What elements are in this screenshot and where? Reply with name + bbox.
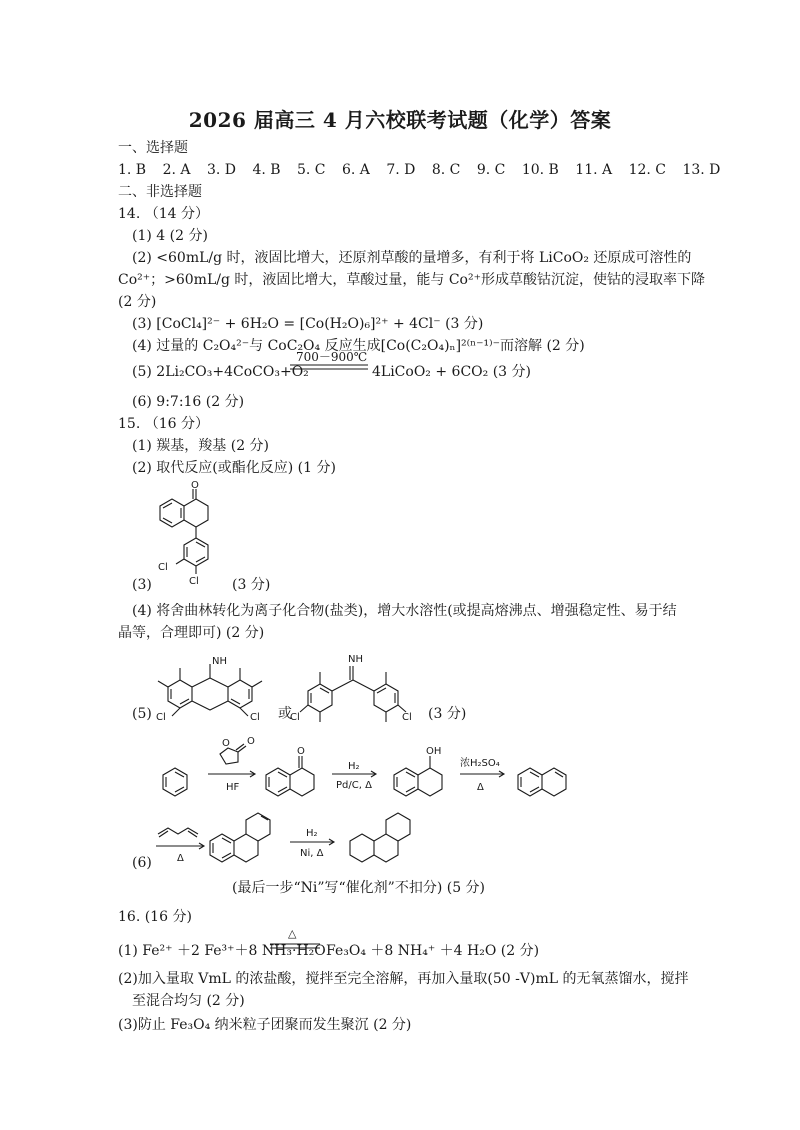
- imine-label: NH: [348, 654, 363, 665]
- q15-answer-4-line1: (4) 将舍曲林转化为离子化合物(盐类)，增大水溶性(或提高熔沸点、增强稳定性、易于结: [132, 603, 677, 619]
- mcq-answer: 8. C: [431, 162, 461, 178]
- q14-answer-6: (6) 9:7:16 (2 分): [132, 394, 245, 410]
- sulfuric-acid-label: 浓H₂SO₄: [460, 758, 500, 769]
- q16-answer-3: (3)防止 Fe₃O₄ 纳米粒子团聚而发生聚沉 (2 分): [118, 1017, 412, 1033]
- pd-catalyst-label: Pd/C, Δ: [336, 780, 372, 791]
- q15-answer-3-number: (3): [132, 577, 152, 593]
- q15-answer-3-score: (3 分): [232, 577, 271, 593]
- q14-answer-2-line2: Co²⁺；>60mL/g 时，液固比增大，草酸过量，能与 Co²⁺形成草酸钴沉淀，使钴的浸取率下降: [118, 272, 705, 288]
- mcq-answer: 4. B: [252, 162, 281, 178]
- q15-answer-5-number: (5): [132, 706, 152, 722]
- chlorine-label: Cl: [189, 576, 199, 587]
- nickel-catalyst-label: Ni, Δ: [300, 848, 324, 859]
- q14-answer-2-line1: (2) <60mL/g 时，液固比增大，还原剂草酸的量增多，有利于将 LiCoO₂ 还原成可溶性的: [132, 250, 692, 266]
- q14-answer-2-line3: (2 分): [118, 294, 157, 310]
- equation-double-line: [270, 943, 322, 951]
- q14-header: 14. （14 分）: [118, 206, 209, 222]
- chlorine-label: Cl: [250, 712, 260, 723]
- q14-answer-5-condition: 700－900℃: [296, 350, 368, 364]
- q15-answer-6-number: (6): [132, 855, 152, 871]
- structure-dichlorophenyl-tetralone: [150, 478, 220, 590]
- page-title: 2026 届高三 4 月六校联考试题（化学）答案: [188, 108, 612, 132]
- chlorine-label: Cl: [290, 712, 300, 723]
- mcq-answer: 1. B: [118, 162, 147, 178]
- structure-acridine-imine: [150, 650, 280, 726]
- q15-answer-2: (2) 取代反应(或酯化反应) (1 分): [132, 460, 336, 476]
- heat-label: Δ: [477, 782, 484, 793]
- section2-heading: 二、非选择题: [118, 184, 202, 200]
- q14-answer-5-right: 4LiCoO₂ + 6CO₂ (3 分): [372, 364, 531, 380]
- oxygen-label: O: [191, 480, 199, 491]
- q14-answer-5-left: (5) 2Li₂CO₃+4CoCO₃+O₂: [132, 364, 309, 380]
- mcq-answer: 13. D: [682, 162, 721, 178]
- q14-answer-1: (1) 4 (2 分): [132, 228, 208, 244]
- section1-heading: 一、选择题: [118, 140, 188, 156]
- mcq-answer: 3. D: [206, 162, 236, 178]
- q16-answer-1-condition: △: [288, 927, 297, 940]
- hf-reagent-label: HF: [226, 782, 240, 793]
- perhydrophenanthrene-structure: [350, 834, 374, 862]
- mcq-answer: 7. D: [386, 162, 416, 178]
- q16-answer-2-line2: 至混合均匀 (2 分): [132, 993, 245, 1009]
- hydrogen-reagent-label: H₂: [306, 828, 318, 839]
- q14-answer-3: (3) [CoCl₄]²⁻ + 6H₂O = [Co(H₂O)₆]²⁺ + 4Cl⁻ (3 分): [132, 316, 484, 332]
- mcq-answer-row: [118, 159, 732, 181]
- q15-answer-5-or: 或: [278, 706, 292, 722]
- oxygen-label: O: [222, 738, 230, 749]
- q15-answer-1: (1) 羰基，羧基 (2 分): [132, 438, 270, 454]
- butyrolactone-structure: [220, 748, 238, 764]
- heat-label: Δ: [177, 853, 184, 864]
- synthesis-scheme-row2: [150, 804, 430, 880]
- hydroxyl-label: OH: [426, 746, 442, 757]
- mcq-answer: 9. C: [476, 162, 506, 178]
- q16-header: 16. (16 分): [118, 909, 192, 925]
- q15-answer-5-score: (3 分): [428, 706, 467, 722]
- mcq-answer: 6. A: [341, 162, 370, 178]
- q16-answer-1-right: Fe₃O₄ ＋8 NH₄⁺ ＋4 H₂O (2 分): [326, 943, 540, 959]
- oxygen-label: O: [297, 746, 305, 757]
- imine-label: NH: [212, 656, 227, 667]
- hydrogen-reagent-label: H₂: [348, 761, 360, 772]
- chlorine-label: Cl: [402, 712, 412, 723]
- q16-answer-2-line1: (2)加入量取 VmL 的浓盐酸，搅拌至完全溶解，再加入量取(50 -V)mL 的无氧蒸馏水，搅拌: [118, 971, 689, 987]
- mcq-answer: 11. A: [575, 162, 613, 178]
- oxygen-label: O: [247, 736, 255, 747]
- q15-answer-4-line2: 晶等，合理即可) (2 分): [118, 625, 265, 641]
- mcq-answer: 10. B: [521, 162, 559, 178]
- equation-double-line: [290, 364, 370, 372]
- mcq-answer: 12. C: [628, 162, 667, 178]
- mcq-answer: 5. C: [297, 162, 326, 178]
- structure-benzophenone-imine: [290, 650, 420, 726]
- q14-answer-4: (4) 过量的 C₂O₄²⁻与 CoC₂O₄ 反应生成[Co(C₂O₄)ₙ]²⁽ⁿ⁻¹⁾⁻而溶解 (2 分): [132, 338, 585, 354]
- q16-answer-1-left: (1) Fe²⁺ ＋2 Fe³⁺＋8 NH₃·H₂O: [118, 943, 326, 959]
- chlorine-label: Cl: [158, 562, 168, 573]
- mcq-answer: 2. A: [162, 162, 191, 178]
- q15-header: 15. （16 分）: [118, 416, 209, 432]
- chlorine-label: Cl: [156, 712, 166, 723]
- q15-answer-6-note: (最后一步“Ni”写“催化剂”不扣分) (5 分): [232, 880, 486, 896]
